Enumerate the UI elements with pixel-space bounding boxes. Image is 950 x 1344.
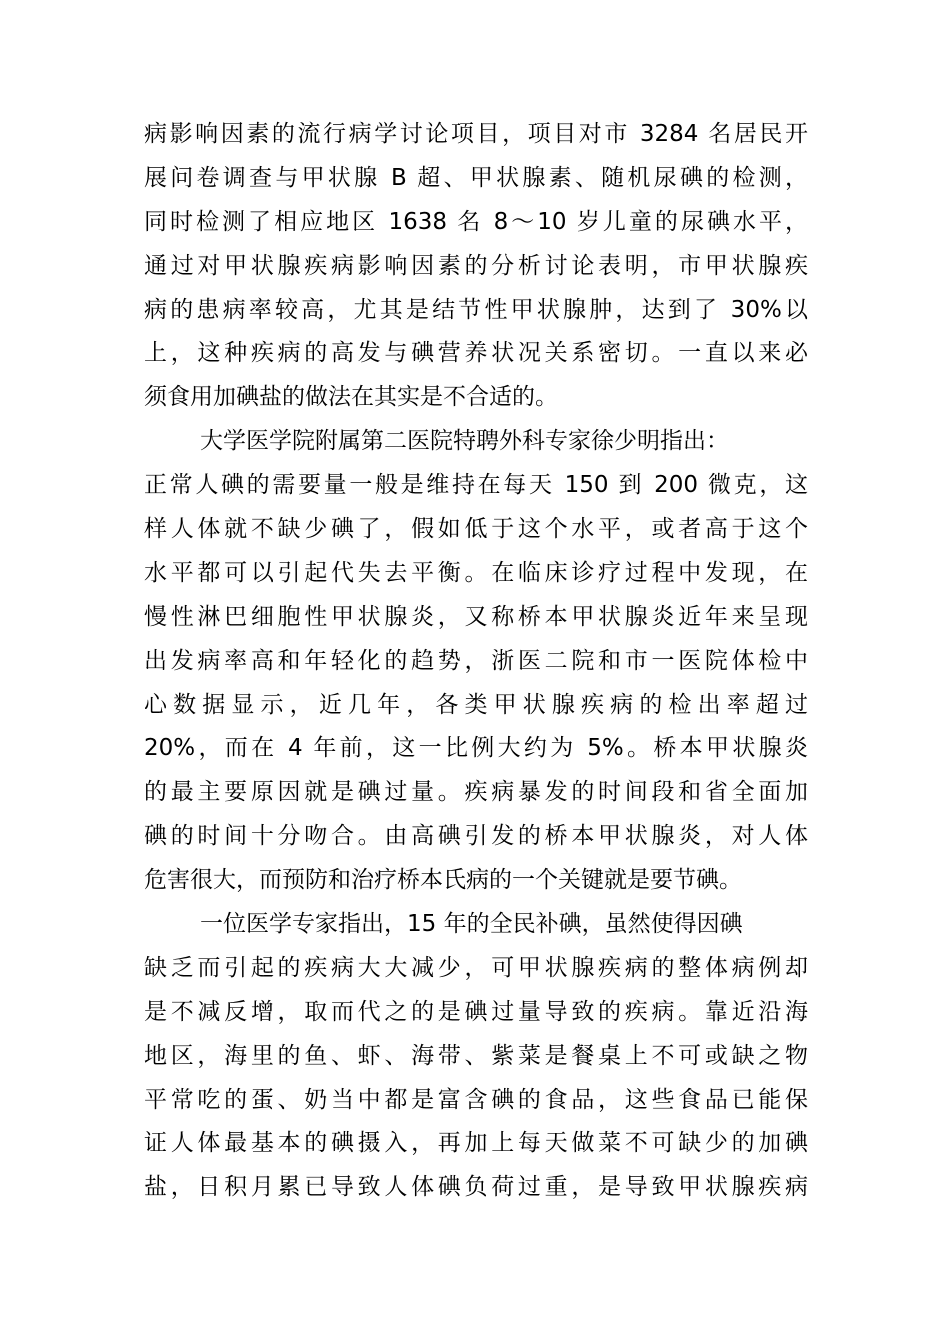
text-line: 慢性淋巴细胞性甲状腺炎，又称桥本甲状腺炎近年来呈现 <box>144 603 808 630</box>
text-line: 盐，日积月累已导致人体碘负荷过重，是导致甲状腺疾病 <box>144 1174 808 1201</box>
paragraph <box>144 903 808 1210</box>
text-line: 样人体就不缺少碘了，假如低于这个水平，或者高于这个 <box>144 516 808 543</box>
text-line: 是不减反增，取而代之的是碘过量导致的疾病。靠近沿海 <box>144 998 808 1025</box>
text-line: 水平都可以引起代失去平衡。在临床诊疗过程中发现，在 <box>144 559 808 586</box>
text-line: 碘的时间十分吻合。由高碘引发的桥本甲状腺炎，对人体 <box>144 823 808 850</box>
text-line: 展问卷调查与甲状腺 B 超、甲状腺素、随机尿碘的检测， <box>144 164 808 191</box>
text-line: 上，这种疾病的高发与碘营养状况关系密切。一直以来必 <box>144 340 808 367</box>
text-line: 须食用加碘盐的做法在其实是不合适的。 <box>144 384 558 411</box>
text-line: 正常人碘的需要量一般是维持在每天 150 到 200 微克，这 <box>144 472 808 499</box>
text-line: 通过对甲状腺疾病影响因素的分析讨论表明，市甲状腺疾 <box>144 252 808 279</box>
text-line: 平常吃的蛋、奶当中都是富含碘的食品，这些食品已能保 <box>144 1086 808 1113</box>
text-line: 一位医学专家指出，15 年的全民补碘，虽然使得因碘 <box>200 911 743 938</box>
body-text <box>144 113 808 1210</box>
text-line: 地区，海里的鱼、虾、海带、紫菜是餐桌上不可或缺之物 <box>144 1042 808 1069</box>
text-line: 证人体最基本的碘摄入，再加上每天做菜不可缺少的加碘 <box>144 1130 808 1157</box>
text-line: 危害很大，而预防和治疗桥本氏病的一个关键就是要节碘。 <box>144 867 742 894</box>
paragraph <box>144 113 808 420</box>
text-line: 缺乏而引起的疾病大大减少，可甲状腺疾病的整体病例却 <box>144 954 808 981</box>
text-line: 大学医学院附属第二医院特聘外科专家徐少明指出： <box>200 428 729 455</box>
text-line: 出发病率高和年轻化的趋势，浙医二院和市一医院体检中 <box>144 647 808 674</box>
text-line: 的最主要原因就是碘过量。疾病暴发的时间段和省全面加 <box>144 779 808 806</box>
text-line: 心数据显示，近几年，各类甲状腺疾病的检出率超过 <box>144 691 808 718</box>
text-line: 20%，而在 4 年前，这一比例大约为 5%。桥本甲状腺炎 <box>144 735 808 762</box>
text-line: 同时检测了相应地区 1638 名 8～10 岁儿童的尿碘水平， <box>144 208 808 235</box>
text-line: 病的患病率较高，尤其是结节性甲状腺肿，达到了 30%以 <box>144 296 808 323</box>
paragraph <box>144 420 808 903</box>
text-line: 病影响因素的流行病学讨论项目，项目对市 3284 名居民开 <box>144 121 808 147</box>
